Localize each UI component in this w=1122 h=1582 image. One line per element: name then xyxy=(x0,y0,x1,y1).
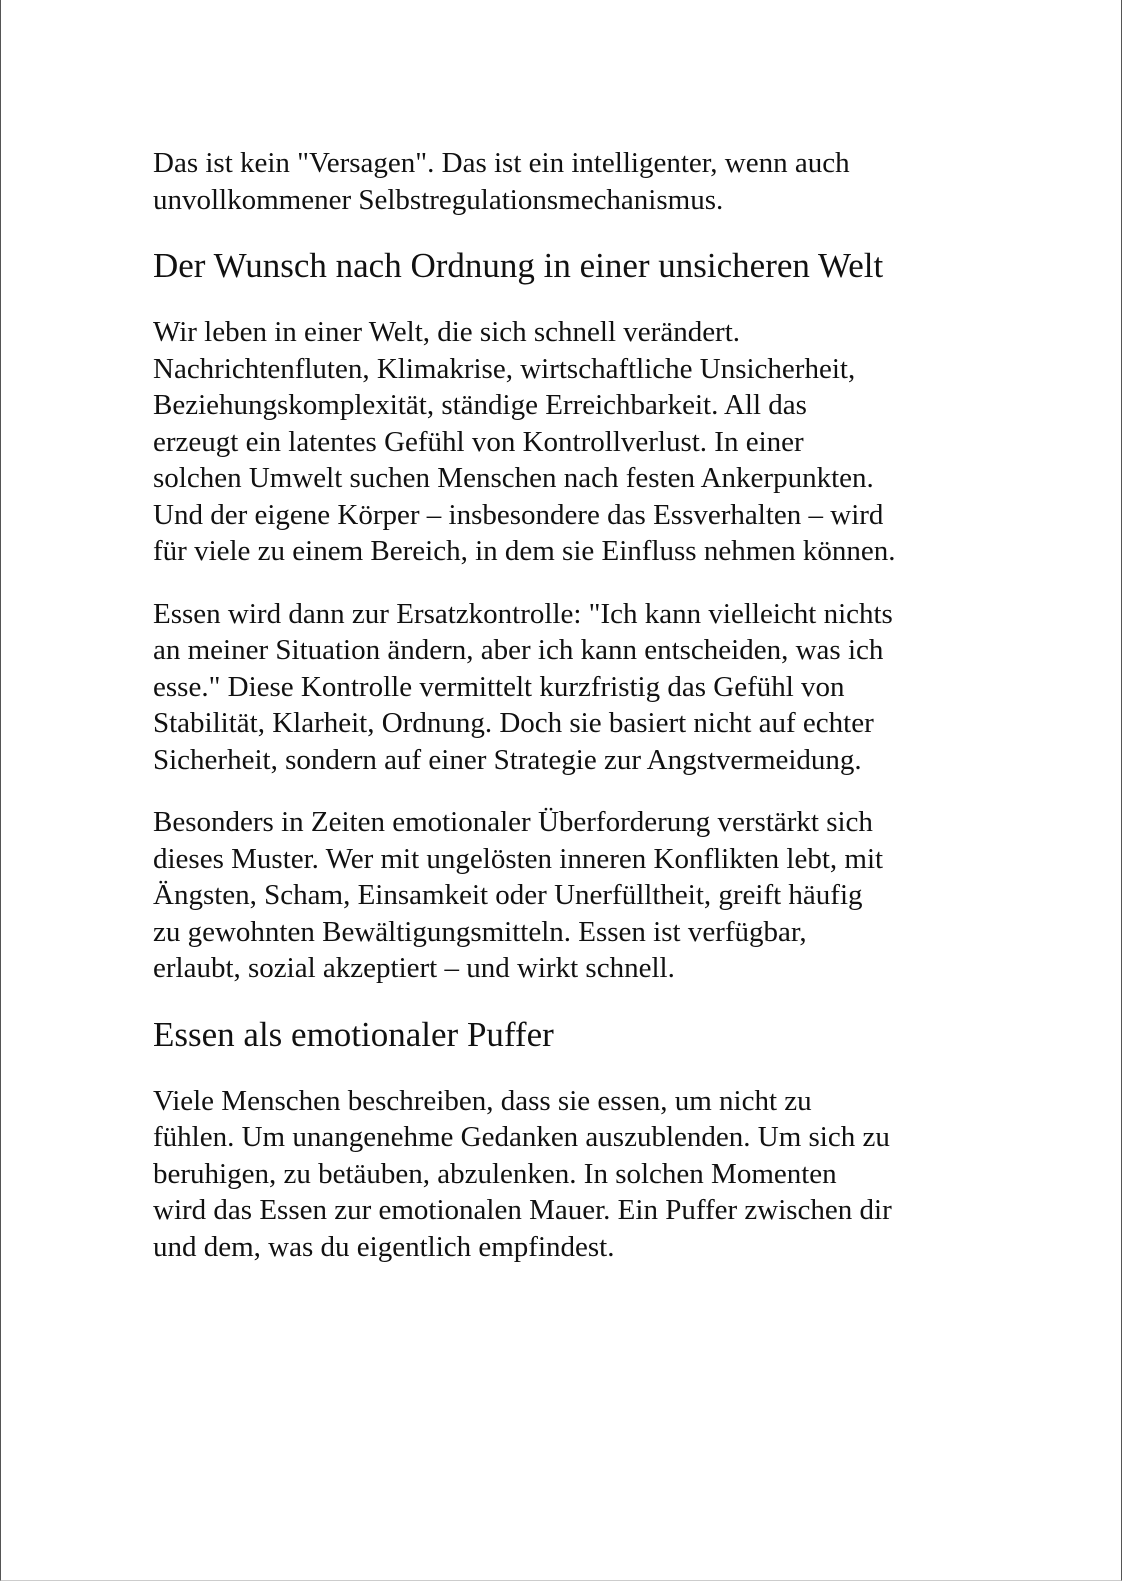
paragraph-ueberforderung: Besonders in Zeiten emotionaler Überforderung verstärkt sich dieses Muster. Wer mit ungelösten inneren Konflikten lebt, mit Ängsten, Scham, Einsamkeit oder Unerfülltheit, greift häufig zu gewohnten Bewältigungsmitteln. Essen ist verfügbar, erlaubt, sozial akzeptiert – und wirkt schnell. xyxy=(153,806,884,984)
document-body xyxy=(153,145,983,1291)
paragraph-ersatzkontrolle: Essen wird dann zur Ersatzkontrolle: "Ich kann vielleicht nichts an meiner Situation ändern, aber ich kann entscheiden, was ich esse." Diese Kontrolle vermittelt kurzfristig das Gefühl von Stabilität, Klarheit, Ordnung. Doch sie basiert nicht auf echter Sicherheit, sondern auf einer Strategie zur Angstvermeidung. xyxy=(153,597,893,776)
paragraph-puffer: Viele Menschen beschreiben, dass sie essen, um nicht zu fühlen. Um unangenehme Gedanken auszublenden. Um sich zu beruhigen, zu betäuben, abzulenken. In solchen Momenten wird das Essen zur emotionalen Mauer. Ein Puffer zwischen dir und dem, was du eigentlich empfindest. xyxy=(153,1084,892,1263)
paragraph-intro: Das ist kein "Versagen". Das ist ein intelligenter, wenn auch unvollkommener Selbstregulationsmechanismus. xyxy=(153,147,850,216)
section-heading-puffer: Essen als emotionaler Puffer xyxy=(153,1014,554,1054)
section-heading-ordnung: Der Wunsch nach Ordnung in einer unsicheren Welt xyxy=(153,246,884,285)
paragraph-welt: Wir leben in einer Welt, die sich schnell verändert. Nachrichtenfluten, Klimakrise, wirtschaftliche Unsicherheit, Beziehungskomplexität, ständige Erreichbarkeit. All das erzeugt ein latentes Gefühl von Kontrollverlust. In einer solchen Umwelt suchen Menschen nach festen Ankerpunkten. Und der eigene Körper – insbesondere das Essverhalten – wird für viele zu einem Bereich, in dem sie Einfluss nehmen können. xyxy=(153,316,896,567)
